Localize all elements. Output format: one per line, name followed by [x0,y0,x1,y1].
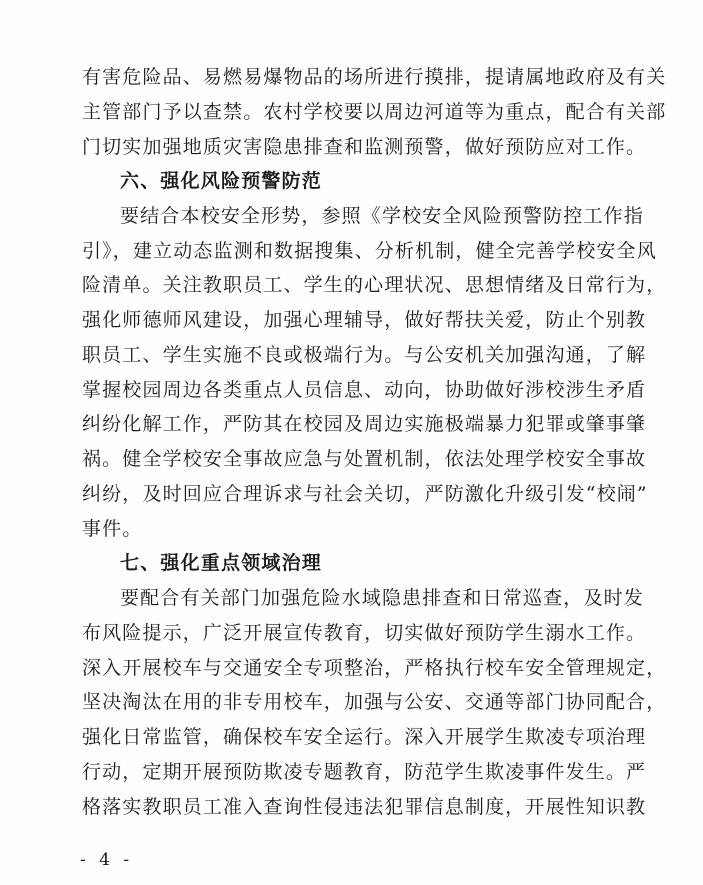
paragraph-line: 深入开展校车与交通安全专项整治，严格执行校车安全管理规定， [82,657,667,679]
paragraph-line: 坚决淘汰在用的非专用校车，加强与公安、交通等部门协同配合， [82,691,667,713]
paragraph-line: 强化师德师风建设，加强心理辅导，做好帮扶关爱，防止个别教 [82,309,647,331]
paragraph-line: 门切实加强地质灾害隐患排查和监测预警，做好预防应对工作。 [82,136,647,158]
paragraph-line: 纠纷化解工作，严防其在校园及周边实施极端暴力犯罪或肇事肇 [82,413,647,435]
paragraph-line: 险清单。关注教职员工、学生的心理状况、思想情绪及日常行为， [82,274,667,296]
paragraph-line: 职员工、学生实施不良或极端行为。与公安机关加强沟通，了解 [82,344,647,366]
paragraph-line: 有害危险品、易燃易爆物品的场所进行摸排，提请属地政府及有关 [82,66,667,88]
paragraph-line: 祸。健全学校安全事故应急与处置机制，依法处理学校安全事故 [82,448,647,470]
paragraph-line: 行动，定期开展预防欺凌专题教育，防范学生欺凌事件发生。严 [82,761,647,783]
paragraph-line: 纠纷，及时回应合理诉求与社会关切，严防激化升级引发“校闹” [82,483,648,505]
paragraph-line: 掌握校园周边各类重点人员信息、动向，协助做好涉校涉生矛盾 [82,379,647,401]
section-heading-seven: 七、强化重点领域治理 [120,552,323,574]
section-heading-six: 六、强化风险预警防范 [120,170,323,192]
paragraph-line: 要配合有关部门加强危险水域隐患排查和日常巡查，及时发 [120,587,644,609]
paragraph-line: 要结合本校安全形势，参照《学校安全风险预警防控工作指 [120,205,644,227]
paragraph-line: 布风险提示，广泛开展宣传教育，切实做好预防学生溺水工作。 [82,622,647,644]
paragraph-line: 强化日常监管，确保校车安全运行。深入开展学生欺凌专项治理 [82,726,647,748]
paragraph-line: 引》，建立动态监测和数据搜集、分析机制，健全完善学校安全风 [82,240,657,262]
page-number: - 4 - [80,850,134,870]
paragraph-line: 主管部门予以查禁。农村学校要以周边河道等为重点，配合有关部 [82,101,667,123]
paragraph-line: 格落实教职员工准入查询性侵违法犯罪信息制度，开展性知识教 [82,796,647,818]
paragraph-line: 事件。 [82,518,143,540]
